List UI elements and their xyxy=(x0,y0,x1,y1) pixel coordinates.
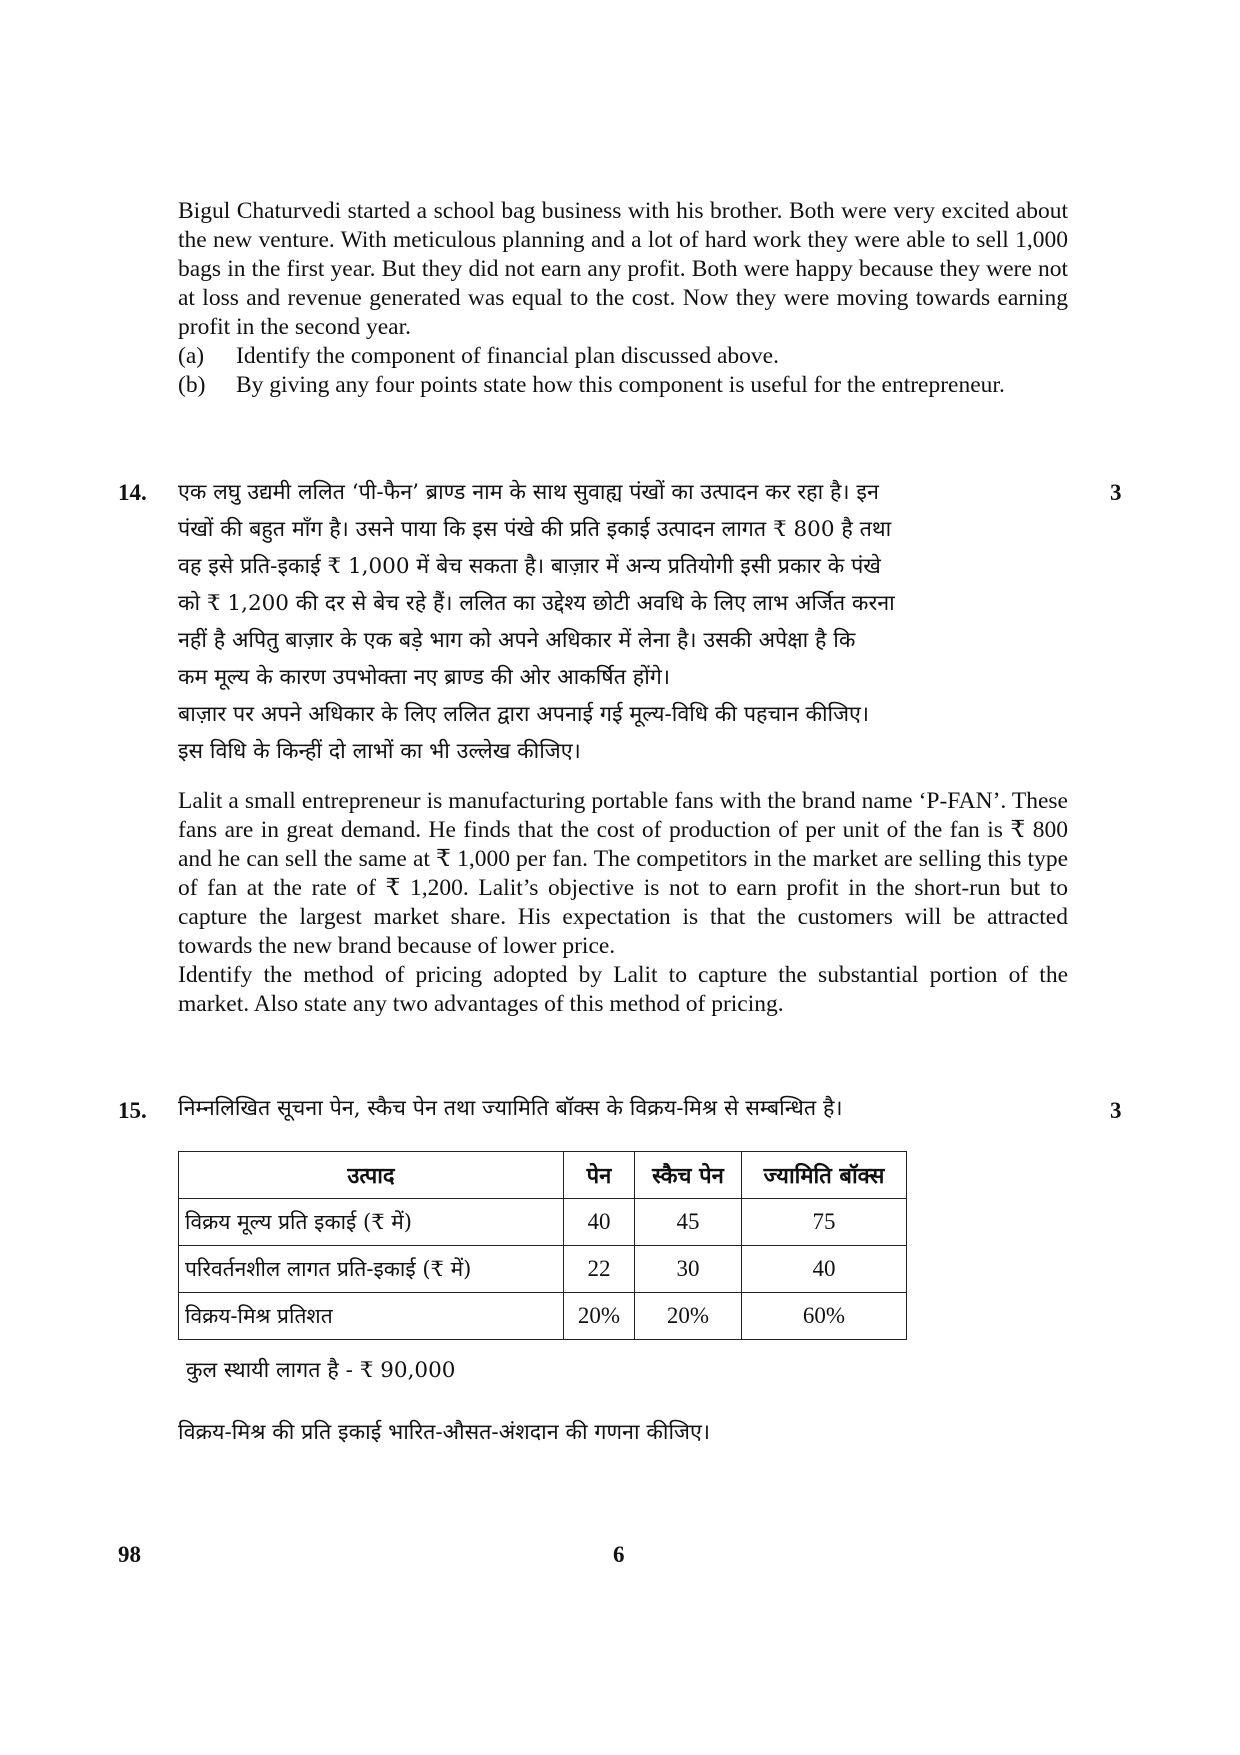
sales-mix-table xyxy=(178,1151,907,1340)
question-15-prompt: विक्रय-मिश्र की प्रति इकाई भारित-औसत-अंशदान की गणना कीजिए। xyxy=(178,1420,711,1445)
sub-question-text: By giving any four points state how this component is useful for the entrepreneur. xyxy=(236,372,1005,398)
question-marks: 3 xyxy=(1110,480,1122,505)
table-header-row xyxy=(179,1152,907,1199)
table-header-cell: पेन xyxy=(564,1152,635,1199)
hindi-line: बाज़ार पर अपने अधिकार के लिए ललित द्वारा अपनाई गई मूल्य-विधि की पहचान कीजिए। xyxy=(178,702,870,727)
table-row xyxy=(179,1199,907,1246)
question-number: 14. xyxy=(118,480,147,505)
table-cell: परिवर्तनशील लागत प्रति-इकाई (₹ में) xyxy=(179,1246,564,1293)
table-header-cell: ज्यामिति बॉक्स xyxy=(742,1152,907,1199)
table-cell: विक्रय-मिश्र प्रतिशत xyxy=(179,1293,564,1340)
page-number: 6 xyxy=(613,1542,625,1567)
question-paragraph: Lalit a small entrepreneur is manufacturing portable fans with the brand name ‘P-FAN’. These fans are in great demand. He finds that the cost of production of per unit of the fan is ₹ 800 and he can sell the same at ₹ 1,000 per fan. The competitors in the market are selling this type of fan at the rate of ₹ 1,200. Lalit’s objective is not to earn profit in the short-run but to capture the largest market share. His expectation is that the customers will be attracted towards the new brand because of lower price. xyxy=(178,788,1068,959)
question-14-hindi xyxy=(178,474,1068,770)
hindi-line: नहीं है अपितु बाज़ार के एक बड़े भाग को अपने अधिकार में लेना है। उसकी अपेक्षा है कि xyxy=(178,628,856,653)
hindi-line: पंखों की बहुत माँग है। उसने पाया कि इस पंखे की प्रति इकाई उत्पादन लागत ₹ 800 है तथा xyxy=(178,517,892,542)
table-cell: 45 xyxy=(635,1199,742,1246)
sub-question-label: (b) xyxy=(178,372,206,398)
fixed-cost-note: कुल स्थायी लागत है - ₹ 90,000 xyxy=(186,1358,456,1383)
question-15-intro: निम्नलिखित सूचना पेन, स्कैच पेन तथा ज्यामिति बॉक्स के विक्रय-मिश्र से सम्बन्धित है। xyxy=(178,1096,843,1121)
table-cell: 40 xyxy=(564,1199,635,1246)
sub-question-b xyxy=(178,371,1068,400)
table-cell: 30 xyxy=(635,1246,742,1293)
table-row xyxy=(179,1246,907,1293)
table-row xyxy=(179,1293,907,1340)
question-number: 15. xyxy=(118,1098,147,1123)
table-header-cell: स्कैच पेन xyxy=(635,1152,742,1199)
table-cell: 75 xyxy=(742,1199,907,1246)
question-prompt: Identify the method of pricing adopted by Lalit to capture the substantial portion of the market. Also state any two advantages of this method of pricing. xyxy=(178,962,1068,1017)
table-cell: 40 xyxy=(742,1246,907,1293)
case-paragraph: Bigul Chaturvedi started a school bag business with his brother. Both were very excited about the new venture. With meticulous planning and a lot of hard work they were able to sell 1,000 bags in the first year. But they did not earn any profit. Both were happy because they were not at loss and revenue generated was equal to the cost. Now they were moving towards earning profit in the second year. xyxy=(178,198,1068,340)
table-cell: 20% xyxy=(564,1293,635,1340)
hindi-line: कम मूल्य के कारण उपभोक्ता नए ब्राण्ड की ओर आकर्षित होंगे। xyxy=(178,665,671,690)
sub-question-text: Identify the component of financial plan discussed above. xyxy=(236,343,779,369)
sub-question-a xyxy=(178,342,1068,371)
sub-question-label: (a) xyxy=(178,343,205,369)
question-14-english xyxy=(178,787,1068,1019)
hindi-line: इस विधि के किन्हीं दो लाभों का भी उल्लेख कीजिए। xyxy=(178,739,581,764)
table-cell: 22 xyxy=(564,1246,635,1293)
case-passage xyxy=(178,197,1068,400)
table-header-cell: उत्पाद xyxy=(179,1152,564,1199)
table-cell: विक्रय मूल्य प्रति इकाई (₹ में) xyxy=(179,1199,564,1246)
table-cell: 20% xyxy=(635,1293,742,1340)
hindi-line: को ₹ 1,200 की दर से बेच रहे हैं। ललित का उद्देश्य छोटी अवधि के लिए लाभ अर्जित करना xyxy=(178,591,895,616)
table-cell: 60% xyxy=(742,1293,907,1340)
hindi-line: वह इसे प्रति-इकाई ₹ 1,000 में बेच सकता है। बाज़ार में अन्य प्रतियोगी इसी प्रकार के पंखे xyxy=(178,554,881,579)
question-marks: 3 xyxy=(1110,1098,1122,1123)
paper-code: 98 xyxy=(118,1542,141,1567)
hindi-line: एक लघु उद्यमी ललित ‘पी-फैन’ ब्राण्ड नाम के साथ सुवाह्य पंखों का उत्पादन कर रहा है। इन xyxy=(178,480,879,505)
